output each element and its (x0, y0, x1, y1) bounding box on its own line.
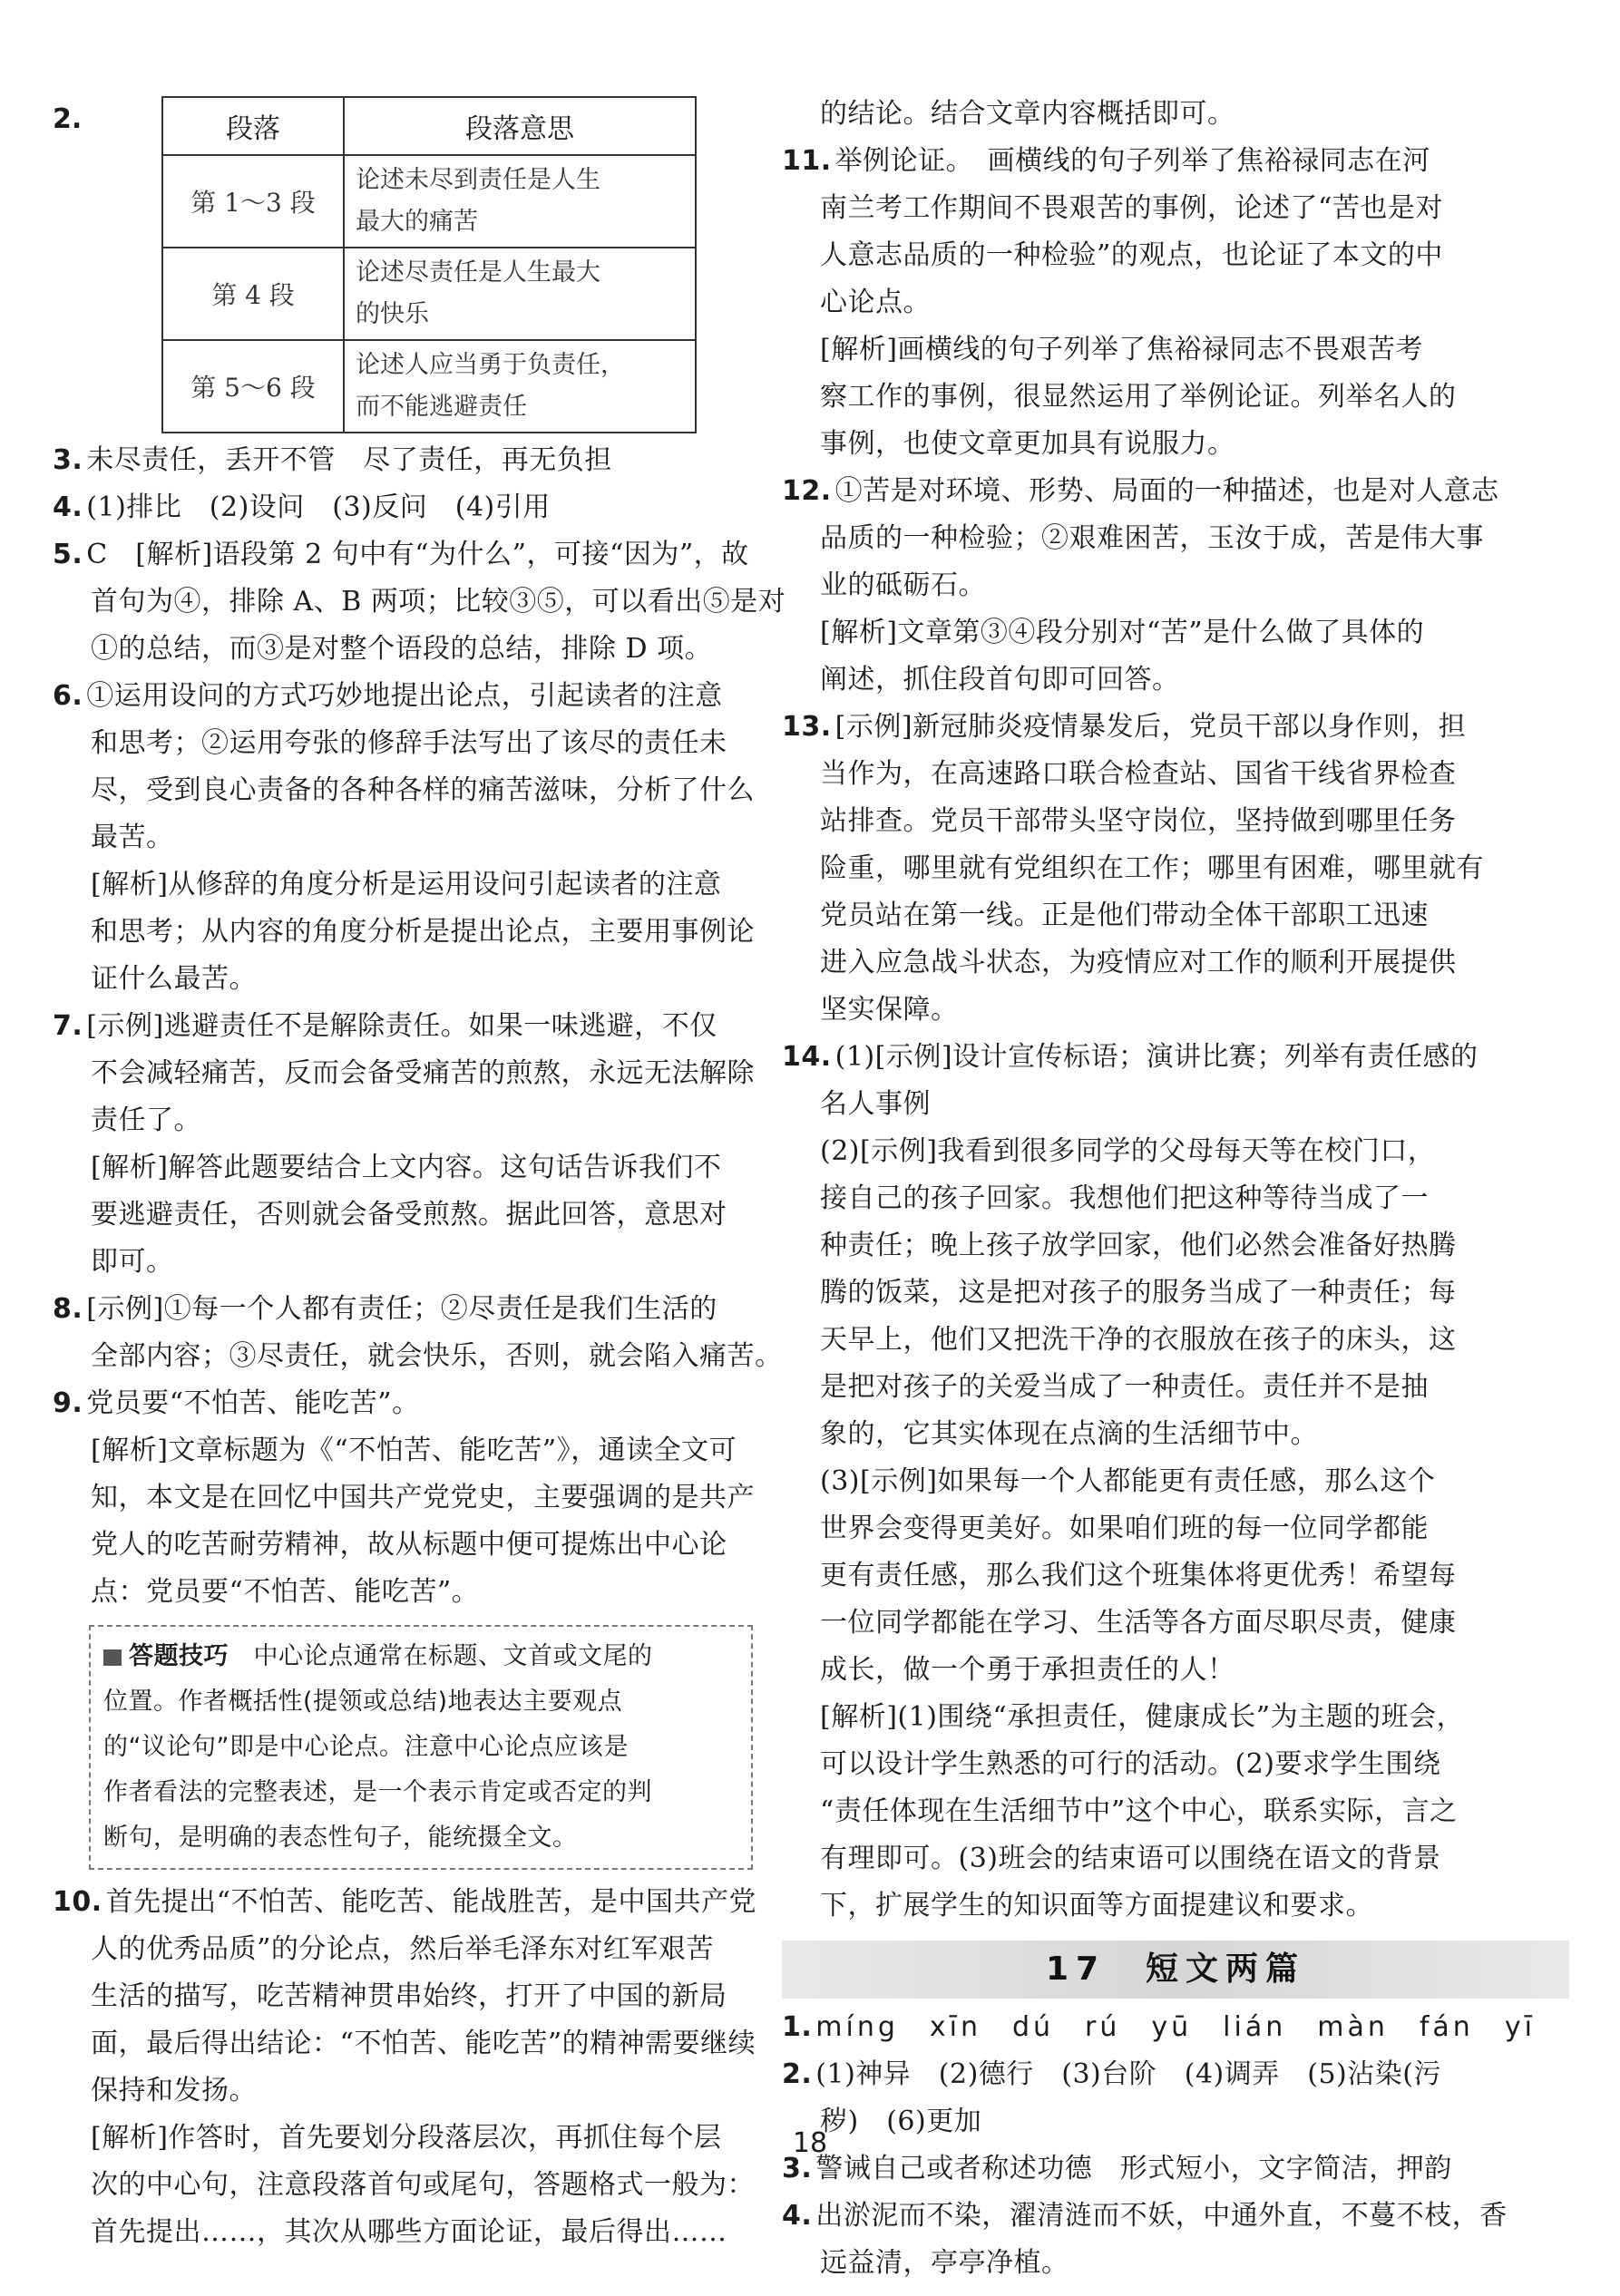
table-cell-meaning (344, 248, 696, 340)
text-line (53, 956, 769, 1003)
text-line (53, 1380, 769, 1427)
answer-text: [解析]从修辞的角度分析是运用设问引起读者的注意 (91, 869, 722, 900)
right-column (782, 91, 1569, 2287)
answer-text: 人意志品质的一种检验”的观点，也论证了本文的中 (820, 239, 1443, 271)
question-number: 1. (782, 2011, 813, 2043)
text-line (53, 2209, 769, 2256)
text-line (782, 1458, 1569, 1505)
text-line (782, 185, 1569, 232)
page-number: 18 (792, 2127, 828, 2159)
question-number: 5. (53, 539, 83, 570)
answer-text: 未尽责任，丢开不管 尽了责任，再无负担 (86, 444, 612, 476)
text-line (53, 1144, 769, 1192)
text-line (53, 1050, 769, 1097)
answer-text: 可以设计学生熟悉的可行的活动。(2)要求学生围绕 (820, 1748, 1441, 1780)
question-number: 13. (782, 711, 832, 743)
text-line (782, 1034, 1569, 1081)
answer-text: 象的，它其实体现在点滴的生活细节中。 (820, 1418, 1318, 1450)
answer-text: (1)[示例]设计宣传标语；演讲比赛；列举有责任感的 (834, 1041, 1478, 1073)
tip-icon (103, 1649, 122, 1666)
answer-text: 世界会变得更美好。如果咱们班的每一位同学都能 (820, 1513, 1429, 1544)
table-cell-meaning (344, 340, 696, 433)
answer-text: 要逃避责任，否则就会备受煎熬。据此回答，意思对 (91, 1199, 727, 1231)
question-number: 7. (53, 1010, 83, 1042)
text-line (53, 1239, 769, 1286)
table-header: 段落 (162, 97, 344, 155)
answer-text: 进入应急战斗状态，为疫情应对工作的顺利开展提供 (820, 947, 1457, 978)
text-line (782, 1505, 1569, 1552)
text-line (782, 1694, 1569, 1741)
tip-line (103, 1634, 738, 1679)
text-line (53, 1474, 769, 1522)
text-line (53, 1286, 769, 1333)
text-line (53, 2067, 769, 2115)
text-line (782, 1411, 1569, 1458)
text-line (782, 91, 1569, 138)
text-line (782, 1317, 1569, 1364)
answer-text: 和思考；②运用夸张的修辞手法写出了该尽的责任未 (91, 727, 727, 759)
section-banner (782, 1941, 1569, 1999)
answer-text: 察工作的事例，很显然运用了举例论证。列举名人的 (820, 381, 1457, 413)
answer-text: 一位同学都能在学习、生活等各方面尽职尽责，健康 (820, 1607, 1457, 1639)
answer-text: 接自己的孩子回家。我想他们把这种等待当成了一 (820, 1182, 1429, 1214)
text-line (53, 767, 769, 814)
question-number: 11. (782, 145, 832, 177)
answer-text: 腾的饭菜，这是把对孩子的服务当成了一种责任；每 (820, 1277, 1457, 1309)
answer-text: 南兰考工作期间不畏艰苦的事例，论述了“苦也是对 (820, 192, 1443, 224)
answer-text: 党员要“不怕苦、能吃苦”。 (86, 1387, 420, 1419)
text-line (782, 892, 1569, 939)
answer-lines (53, 1879, 769, 2256)
answer-text: ①的总结，而③是对整个语段的总结，排除 D 项。 (91, 633, 713, 665)
answer-text: 当作为，在高速路口联合检查站、国省干线省界检查 (820, 758, 1457, 790)
text-line (782, 1835, 1569, 1883)
answer-text: 人的优秀品质”的分论点，然后举毛泽东对红军艰苦 (91, 1933, 714, 1965)
answer-lines (782, 91, 1569, 1930)
text-line (53, 861, 769, 909)
question-number: 14. (782, 1041, 832, 1073)
text-line (782, 2240, 1569, 2287)
text-line (782, 1175, 1569, 1222)
meaning-line: 论述尽责任是人生最大 (356, 258, 600, 287)
answer-text: 证什么最苦。 (91, 963, 257, 995)
table-cell-paragraph: 第 4 段 (162, 248, 344, 340)
answer-text: 警诫自己或者称述功德 形式短小，文字简洁，押韵 (815, 2153, 1452, 2184)
text-line (782, 326, 1569, 374)
question-number: 8. (53, 1293, 83, 1325)
answer-lines (53, 437, 786, 1616)
answer-text: 有理即可。(3)班会的结束语可以围绕在语文的背景 (820, 1843, 1441, 1874)
answer-text: 和思考；从内容的角度分析是提出论点，主要用事例论 (91, 916, 755, 948)
answer-text: 成长，做一个勇于承担责任的人！ (820, 1654, 1235, 1686)
text-line (782, 1883, 1569, 1930)
text-line (53, 1879, 769, 1926)
answer-text: 党人的吃苦耐劳精神，故从标题中便可提炼出中心论 (91, 1529, 727, 1561)
answer-text: 出淤泥而不染，濯清涟而不妖，中通外直，不蔓不枝，香 (815, 2200, 1508, 2232)
left-column (53, 91, 786, 2256)
table-cell-paragraph: 第 1～3 段 (162, 155, 344, 248)
text-line (782, 138, 1569, 185)
answer-text: 下，扩展学生的知识面等方面提建议和要求。 (820, 1890, 1373, 1921)
tip-line: 的“议论句”即是中心论点。注意中心论点应该是 (103, 1733, 629, 1761)
text-line (782, 1128, 1569, 1175)
text-line (782, 468, 1569, 515)
text-line (782, 562, 1569, 609)
section-title: 17 短文两篇 (1045, 1951, 1306, 1988)
answer-text: 心论点。 (820, 287, 931, 318)
meaning-line: 论述未尽到责任是人生 (356, 166, 600, 194)
answer-text: 首先提出……，其次从哪些方面论证，最后得出…… (91, 2216, 727, 2248)
text-line (782, 1270, 1569, 1317)
answer-text: 险重，哪里就有党组织在工作；哪里有困难，哪里就有 (820, 852, 1484, 884)
text-line (53, 1333, 783, 1380)
text-line (782, 1364, 1569, 1411)
question-number: 9. (53, 1387, 83, 1419)
text-line (782, 1600, 1569, 1647)
answer-text: 天早上，他们又把洗干净的衣服放在孩子的床头，这 (820, 1324, 1457, 1356)
text-line (782, 939, 1569, 987)
answer-text: 的结论。结合文章内容概括即可。 (820, 98, 1235, 130)
text-line (782, 2193, 1569, 2240)
text-line (782, 609, 1569, 657)
text-line (782, 1552, 1569, 1600)
question-number: 4. (782, 2200, 813, 2232)
text-line (53, 531, 769, 579)
answer-text: 生活的描写，吃苦精神贯串始终，打开了中国的新局 (91, 1980, 727, 2012)
text-line (782, 232, 1569, 279)
answer-text: 面，最后得出结论：“不怕苦、能吃苦”的精神需要继续 (91, 2028, 756, 2059)
answer-text: 尽，受到良心责备的各种各样的痛苦滋味，分析了什么 (91, 774, 755, 806)
answer-text: 阐述，抓住段首句即可回答。 (820, 664, 1180, 696)
answer-text: 责任了。 (91, 1104, 201, 1136)
text-line (782, 515, 1569, 562)
question-number: 2. (53, 103, 83, 135)
text-line (782, 1081, 1569, 1128)
text-line (782, 421, 1569, 468)
answer-text: 远益清，亭亭净植。 (820, 2247, 1069, 2279)
tip-text: 中心论点通常在标题、文首或文尾的 (253, 1642, 653, 1670)
text-line (782, 2004, 1569, 2051)
answer-text: 事例，也使文章更加具有说服力。 (820, 428, 1235, 460)
text-line (53, 437, 769, 484)
answer-text: [解析]画横线的句子列举了焦裕禄同志不畏艰苦考 (820, 334, 1423, 365)
answer-text: [示例]逃避责任不是解除责任。如果一味逃避，不仅 (86, 1010, 717, 1042)
text-line (782, 279, 1569, 326)
answer-text: 知，本文是在回忆中国共产党党史，主要强调的是共产 (91, 1482, 755, 1513)
question-number: 2. (782, 2058, 813, 2090)
text-line (782, 374, 1569, 421)
text-line (53, 626, 769, 673)
answer-text: míng xīn dú rú yū lián màn fán yī (815, 2011, 1536, 2043)
text-line (53, 1192, 769, 1239)
answer-text: 首句为④，排除 A、B 两项；比较③⑤，可以看出⑤是对 (91, 586, 786, 618)
answer-text: [解析](1)围绕“承担责任，健康成长”为主题的班会， (820, 1701, 1465, 1733)
text-line (782, 845, 1569, 892)
text-line (53, 1522, 769, 1569)
text-line (782, 2051, 1569, 2098)
meaning-line: 的快乐 (356, 300, 429, 328)
answer-text: “责任体现在生活细节中”这个中心，联系实际，言之 (820, 1795, 1458, 1827)
answer-text: ①苦是对环境、形势、局面的一种描述，也是对人意志 (834, 475, 1499, 507)
text-line (53, 579, 786, 626)
answer-text: 最苦。 (91, 822, 174, 853)
answer-text: 品质的一种检验；②艰难困苦，玉汝于成，苦是伟大事 (820, 522, 1484, 554)
tip-box (89, 1625, 753, 1870)
text-line (53, 484, 769, 531)
question-number: 12. (782, 475, 832, 507)
text-line (782, 987, 1569, 1034)
question-number: 6. (53, 680, 83, 712)
table-row (162, 340, 696, 433)
table-cell-paragraph: 第 5～6 段 (162, 340, 344, 433)
answer-text: 首先提出“不怕苦、能吃苦、能战胜苦，是中国共产党 (105, 1886, 756, 1918)
answer-text: [示例]①每一个人都有责任；②尽责任是我们生活的 (86, 1293, 717, 1325)
answer-text: 坚实保障。 (820, 994, 959, 1026)
answer-text: 是把对孩子的关爱当成了一种责任。责任并不是抽 (820, 1371, 1429, 1403)
text-line (782, 1647, 1569, 1694)
answer-text: [解析]作答时，首先要划分段落层次，再抓住每个层 (91, 2122, 722, 2154)
text-line (782, 704, 1569, 751)
text-line (782, 1222, 1569, 1270)
answer-text: 更有责任感，那么我们这个班集体将更优秀！希望每 (820, 1560, 1457, 1591)
answer-text: 业的砥砺石。 (820, 569, 986, 601)
text-line (53, 1569, 769, 1616)
text-line (53, 720, 769, 767)
tip-label: 答题技巧 (129, 1642, 229, 1670)
text-line (53, 1427, 769, 1474)
answer-text: 不会减轻痛苦，反而会备受痛苦的煎熬，永远无法解除 (91, 1057, 755, 1089)
question-2-block (53, 96, 769, 433)
tip-line: 位置。作者概括性(提领或总结)地表达主要观点 (103, 1688, 623, 1716)
answer-text: [解析]文章第③④段分别对“苦”是什么做了具体的 (820, 617, 1425, 648)
answer-text: (3)[示例]如果每一个人都能更有责任感，那么这个 (820, 1465, 1436, 1497)
answer-text: 站排查。党员干部带头坚守岗位，坚持做到哪里任务 (820, 805, 1457, 837)
text-line (782, 1788, 1569, 1835)
text-line (53, 2020, 769, 2067)
answer-text: 种责任；晚上孩子放学回家，他们必然会准备好热腾 (820, 1230, 1457, 1261)
question-number: 10. (53, 1886, 102, 1918)
answer-text: 次的中心句，注意段落首句或尾句，答题格式一般为： (91, 2169, 755, 2201)
answer-text: ①运用设问的方式巧妙地提出论点，引起读者的注意 (86, 680, 723, 712)
meaning-line: 论述人应当勇于负责任， (356, 351, 625, 379)
text-line (53, 673, 769, 720)
question-number: 3. (782, 2153, 813, 2184)
answer-text: [示例]新冠肺炎疫情暴发后，党员干部以身作则，担 (834, 711, 1467, 743)
table-cell-meaning (344, 155, 696, 248)
text-line (53, 1926, 769, 1973)
tip-line: 断句，是明确的表态性句子，能统摄全文。 (103, 1824, 578, 1852)
answer-text: 党员站在第一线。正是他们带动全体干部职工迅速 (820, 900, 1429, 931)
meaning-line: 而不能逃避责任 (356, 393, 527, 421)
text-line (782, 657, 1569, 704)
text-line (782, 798, 1569, 845)
answer-text: (2)[示例]我看到很多同学的父母每天等在校门口， (820, 1135, 1436, 1167)
answer-text: (1)神异 (2)德行 (3)台阶 (4)调弄 (5)沾染(污 (815, 2058, 1441, 2090)
answer-text: [解析]文章标题为《“不怕苦、能吃苦”》，通读全文可 (91, 1435, 737, 1466)
answer-text: 点：党员要“不怕苦、能吃苦”。 (91, 1576, 480, 1608)
table-row (162, 248, 696, 340)
text-line (53, 909, 769, 956)
answer-text: 保持和发扬。 (91, 2075, 257, 2106)
answer-text: [解析]解答此题要结合上文内容。这句话告诉我们不 (91, 1152, 722, 1183)
text-line (53, 1003, 769, 1050)
text-line (53, 814, 769, 861)
tip-line: 作者看法的完整表述，是一个表示肯定或否定的判 (103, 1778, 652, 1806)
table-row (162, 155, 696, 248)
answer-text: 举例论证。 画横线的句子列举了焦裕禄同志在河 (834, 145, 1430, 177)
paragraph-table (161, 96, 697, 433)
meaning-line: 最大的痛苦 (356, 208, 478, 236)
question-number: 4. (53, 491, 83, 523)
question-number: 3. (53, 444, 83, 476)
answer-text: 秽) (6)更加 (820, 2106, 982, 2137)
text-line (782, 1741, 1569, 1788)
answer-text: 名人事例 (820, 1088, 931, 1120)
table-header-row (162, 97, 696, 155)
text-line (782, 751, 1569, 798)
answer-text: 全部内容；③尽责任，就会快乐，否则，就会陷入痛苦。 (91, 1340, 783, 1372)
text-line (53, 1973, 769, 2020)
answer-text: (1)排比 (2)设问 (3)反问 (4)引用 (86, 491, 551, 523)
answer-text: 即可。 (91, 1246, 174, 1278)
answer-text: C [解析]语段第 2 句中有“为什么”，可接“因为”，故 (86, 539, 749, 570)
table-header: 段落意思 (344, 97, 696, 155)
text-line (53, 1097, 769, 1144)
text-line (53, 2162, 769, 2209)
